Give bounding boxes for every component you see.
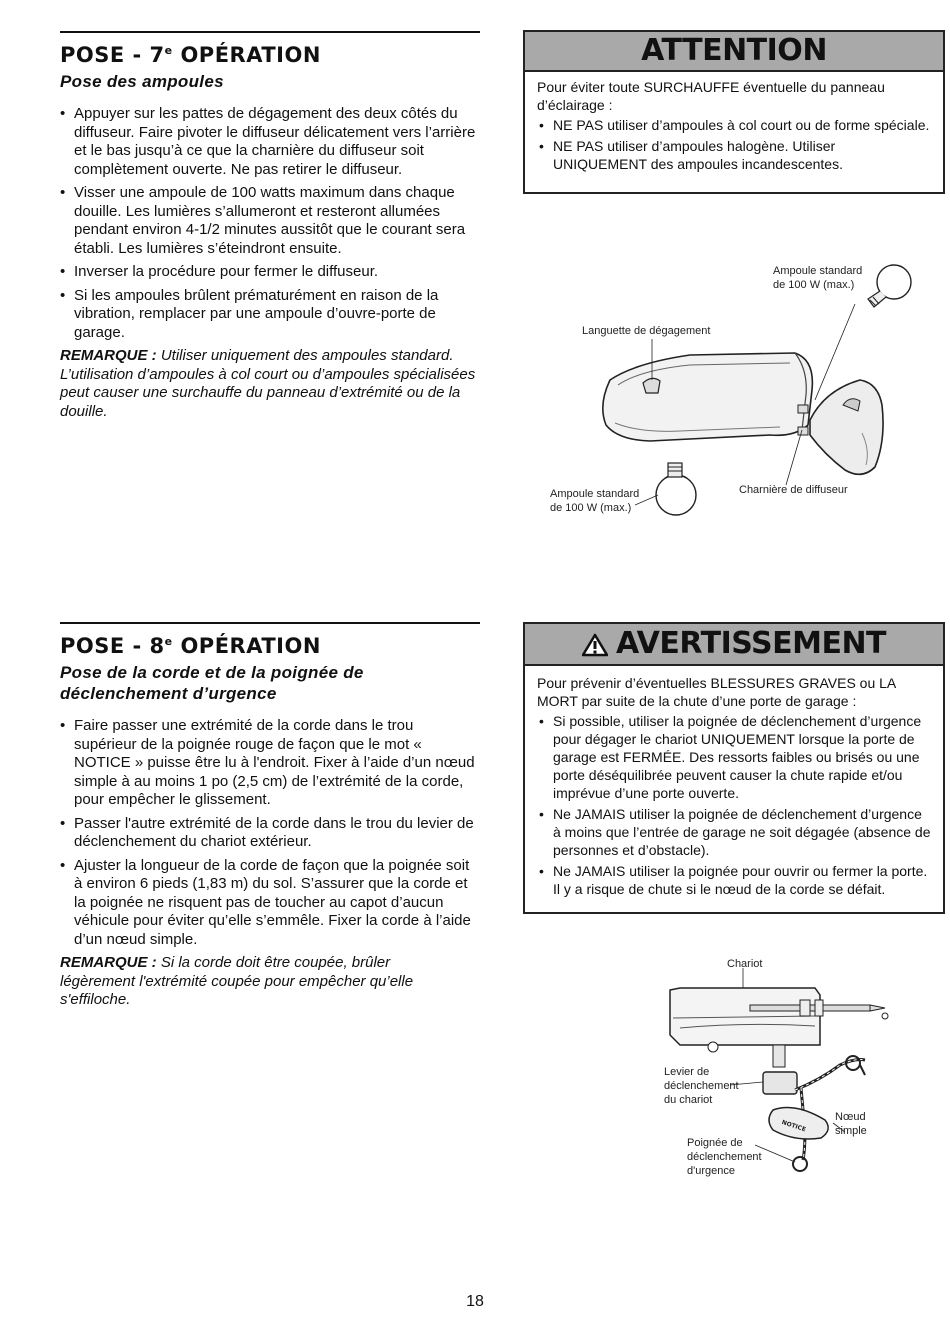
section-7-subtitle: Pose des ampoules — [60, 72, 224, 91]
list-item: • Faire passer une extrémité de la corde dans le trou supérieur de la poignée rouge de façon que le mot « NOTICE » puisse être lu à l'endroit. Fixer à l’aide d’un nœud simple à au moins 1 po (2,5 cm) de l’extrémité de la corde, pour empêcher le glissement. — [60, 717, 480, 810]
list-item: • Appuyer sur les pattes de dégagement des deux côtés du diffuseur. Faire pivoter le diffuseur délicatement vers l’arrière et le bas jusqu’à ce que la charnière du diffuseur soit complètement ouverte. Ne pas retirer le diffuseur. — [60, 105, 480, 179]
section-8-header — [60, 622, 480, 704]
list-item: • Visser une ampoule de 100 watts maximum dans chaque douille. Les lumières s’allumeront et resteront allumées pendant environ 4-1/2 minutes aussitôt que le courant sera établi. Les lumières s’éteindront ensuite. — [60, 184, 480, 258]
list-item: • Ajuster la longueur de la corde de façon que la poignée soit à environ 6 pieds (1,83 m) du sol. S’assurer que la corde et la poignée ne risquent pas de toucher au capot d’aucun véhicule pour éviter qu’elle s’emmêle. Fixer la corde à l’aide d’un nœud simple. — [60, 857, 480, 950]
section-8-subtitle: Pose de la corde et de la poignée de déclenchement d’urgence — [60, 663, 364, 703]
list-item: • Ne JAMAIS utiliser la poignée pour ouvrir ou fermer la porte. Il y a risque de chute si le nœud de la corde se défait. — [537, 862, 931, 898]
list-item: • Passer l'autre extrémité de la corde dans le trou du levier de déclenchement du chariot extérieur. — [60, 815, 480, 852]
list-item: • NE PAS utiliser d’ampoules à col court ou de forme spéciale. — [537, 116, 931, 134]
bulb-top-label: Ampoule standard de 100 W (max.) — [773, 265, 863, 291]
warning-heading: AVERTISSEMENT — [525, 624, 943, 666]
note-text: Si la corde doit être coupée, brûler légèrement l'extrémité coupée pour empêcher qu’elle s'effiloche. — [60, 954, 414, 1008]
warning-intro: Pour prévenir d’éventuelles BLESSURES GRAVES ou LA MORT par suite de la chute d’une porte de garage : — [537, 675, 896, 709]
section-8-steps — [60, 717, 480, 949]
note-label: REMARQUE : — [60, 954, 157, 971]
section-7-note — [60, 347, 480, 421]
list-item: • NE PAS utiliser d’ampoules halogène. Utiliser UNIQUEMENT des ampoules incandescentes. — [537, 137, 931, 173]
section-7-title: POSE - 7e OPÉRATION — [60, 43, 321, 67]
page-number: 18 — [466, 1293, 484, 1310]
list-item: • Inverser la procédure pour fermer le diffuseur. — [60, 263, 480, 282]
list-item: • Ne JAMAIS utiliser la poignée de déclenchement d’urgence à moins que l’entrée de garage ne soit dégagée (absence de personnes et d’obstacle). — [537, 805, 931, 859]
trolley-label: Chariot — [727, 958, 763, 970]
list-item: • Si possible, utiliser la poignée de déclenchement d’urgence pour dégager le chariot UNIQUEMENT lorsque la porte de garage est FERMÉE. Des ressorts faibles ou brisés ou une porte déséquilibrée peuvent causer la chute rapide et/ou imprévue d’une porte ouverte. — [537, 712, 931, 802]
release-tab-label: Languette de dégagement — [582, 325, 711, 337]
section-7-header — [60, 31, 480, 92]
section-7-body — [60, 105, 480, 421]
note-label: REMARQUE : — [60, 347, 157, 364]
knot-label: Nœud simple — [835, 1111, 867, 1137]
attention-list — [537, 116, 931, 173]
list-item: • Si les ampoules brûlent prématurément en raison de la vibration, remplacer par une ampoule d’ouvre-porte de garage. — [60, 287, 480, 343]
section-7-steps — [60, 105, 480, 342]
bulb-bottom-label: Ampoule standard de 100 W (max.) — [550, 488, 640, 514]
warning-triangle-icon — [582, 633, 608, 657]
attention-heading: ATTENTION — [525, 32, 943, 72]
attention-box — [523, 30, 945, 194]
figure-emergency-release — [655, 950, 905, 1185]
trolley-lever-label: Levier de déclenchement du chariot — [664, 1066, 739, 1106]
warning-list — [537, 712, 931, 898]
section-8-body — [60, 717, 480, 1010]
section-8-title: POSE - 8e OPÉRATION — [60, 634, 321, 658]
section-8-note — [60, 954, 420, 1010]
notice-label: NOTICE — [780, 1119, 807, 1134]
attention-body — [525, 72, 943, 184]
note-text: Utiliser uniquement des ampoules standard. L’utilisation d’ampoules à col court ou d’ampoules spécialisées peut causer une surchauffe du panneau d’extrémité ou de la douille. — [60, 347, 476, 420]
warning-body — [525, 666, 943, 909]
release-handle-label: Poignée de déclenchement d'urgence — [687, 1137, 762, 1177]
figure-bulbs-diffuser — [540, 255, 940, 525]
hinge-label: Charnière de diffuseur — [739, 484, 848, 496]
warning-box — [523, 622, 945, 914]
attention-intro: Pour éviter toute SURCHAUFFE éventuelle du panneau d’éclairage : — [537, 79, 885, 113]
